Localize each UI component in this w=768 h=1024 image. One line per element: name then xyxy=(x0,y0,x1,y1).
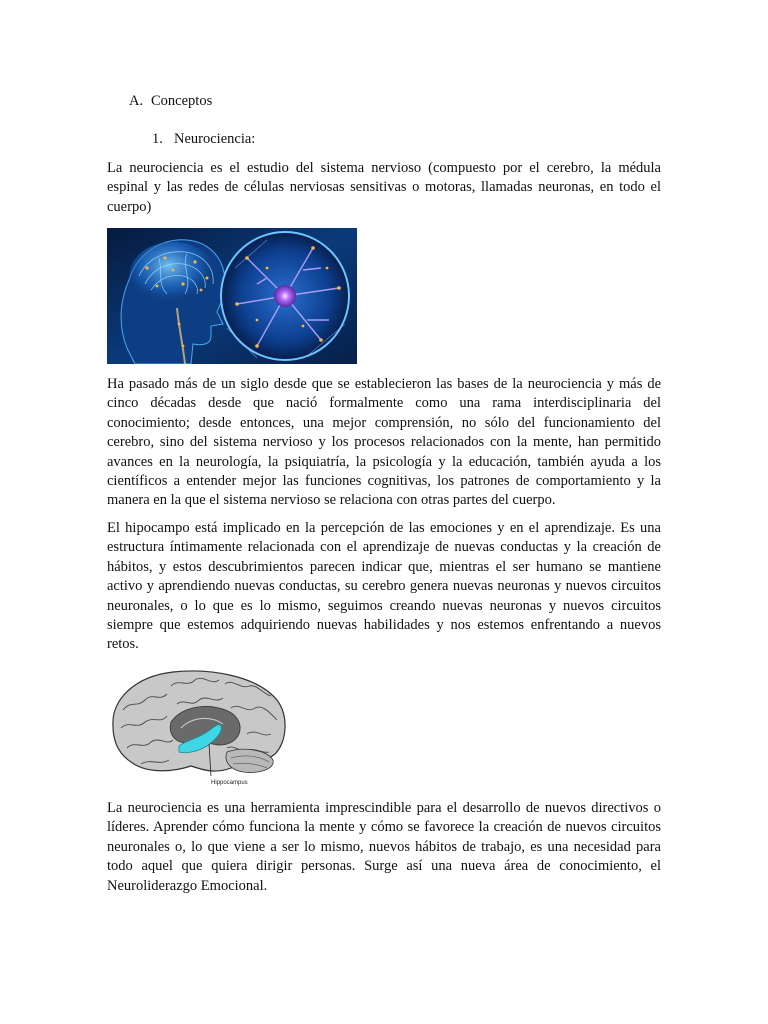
hippocampus-label: Hippocampus xyxy=(211,780,248,786)
section-letter: A. xyxy=(129,93,144,109)
subsection-title: Neurociencia: xyxy=(174,131,256,147)
paragraph-hippocampus: El hipocampo está implicado en la percepción de las emociones y en el aprendizaje. Es una estructura íntimamente relacionada con el aprendizaje de nuevas conductas y la creación de hábitos, y estos descubrimientos parecen indicar que, mientras el ser humano se mantiene activo y aprendiendo nuevas conductas, su cerebro genera nuevas neuronas y nuevos circuitos neuronales, o lo que es lo mismo, seguimos creando nuevas neuronas y nuevos circuitos siempre que estemos adquiriendo nuevas habilidades y nos estemos enfrentando a nuevos retos. xyxy=(107,520,661,653)
subsection-heading xyxy=(152,129,255,149)
paragraph-definition: La neurociencia es el estudio del sistema nervioso (compuesto por el cerebro, la médula espinal y las redes de células nerviosas sensitivas o motoras, llamadas neuronas, en todo el cuerpo) xyxy=(107,160,661,215)
paragraph-leadership: La neurociencia es una herramienta imprescindible para el desarrollo de nuevos directivos o líderes. Aprender cómo funciona la mente y cómo se favorece la creación de nuevos circuitos neuronales o, lo que viene a ser lo mismo, nuevos hábitos de trabajo, es una necesidad para todo aquel que quiera dirigir personas. Surge así una nueva área de conocimiento, el Neuroliderazgo Emocional. xyxy=(107,800,661,894)
section-heading xyxy=(129,91,212,111)
section-title: Conceptos xyxy=(151,93,213,109)
paragraph-history: Ha pasado más de un siglo desde que se establecieron las bases de la neurociencia y más de cinco décadas desde que nació formalmente como una rama interdisciplinaria del conocimiento; desde entonces, una mejor comprensión, no sólo del funcionamiento del cerebro, sino del sistema nervioso y los procesos relacionados con la mente, han permitido avances en la neurología, la psiquiatría, la psicología y la educación, también ayuda a los científicos a entender mejor las funciones cognitivas, los patrones de comportamiento y la manera en la que el sistema nervioso se relaciona con otras partes del cuerpo. xyxy=(107,376,661,509)
subsection-number: 1. xyxy=(152,131,163,147)
neuroscience-illustration xyxy=(107,228,357,364)
hippocampus-illustration xyxy=(107,664,289,788)
